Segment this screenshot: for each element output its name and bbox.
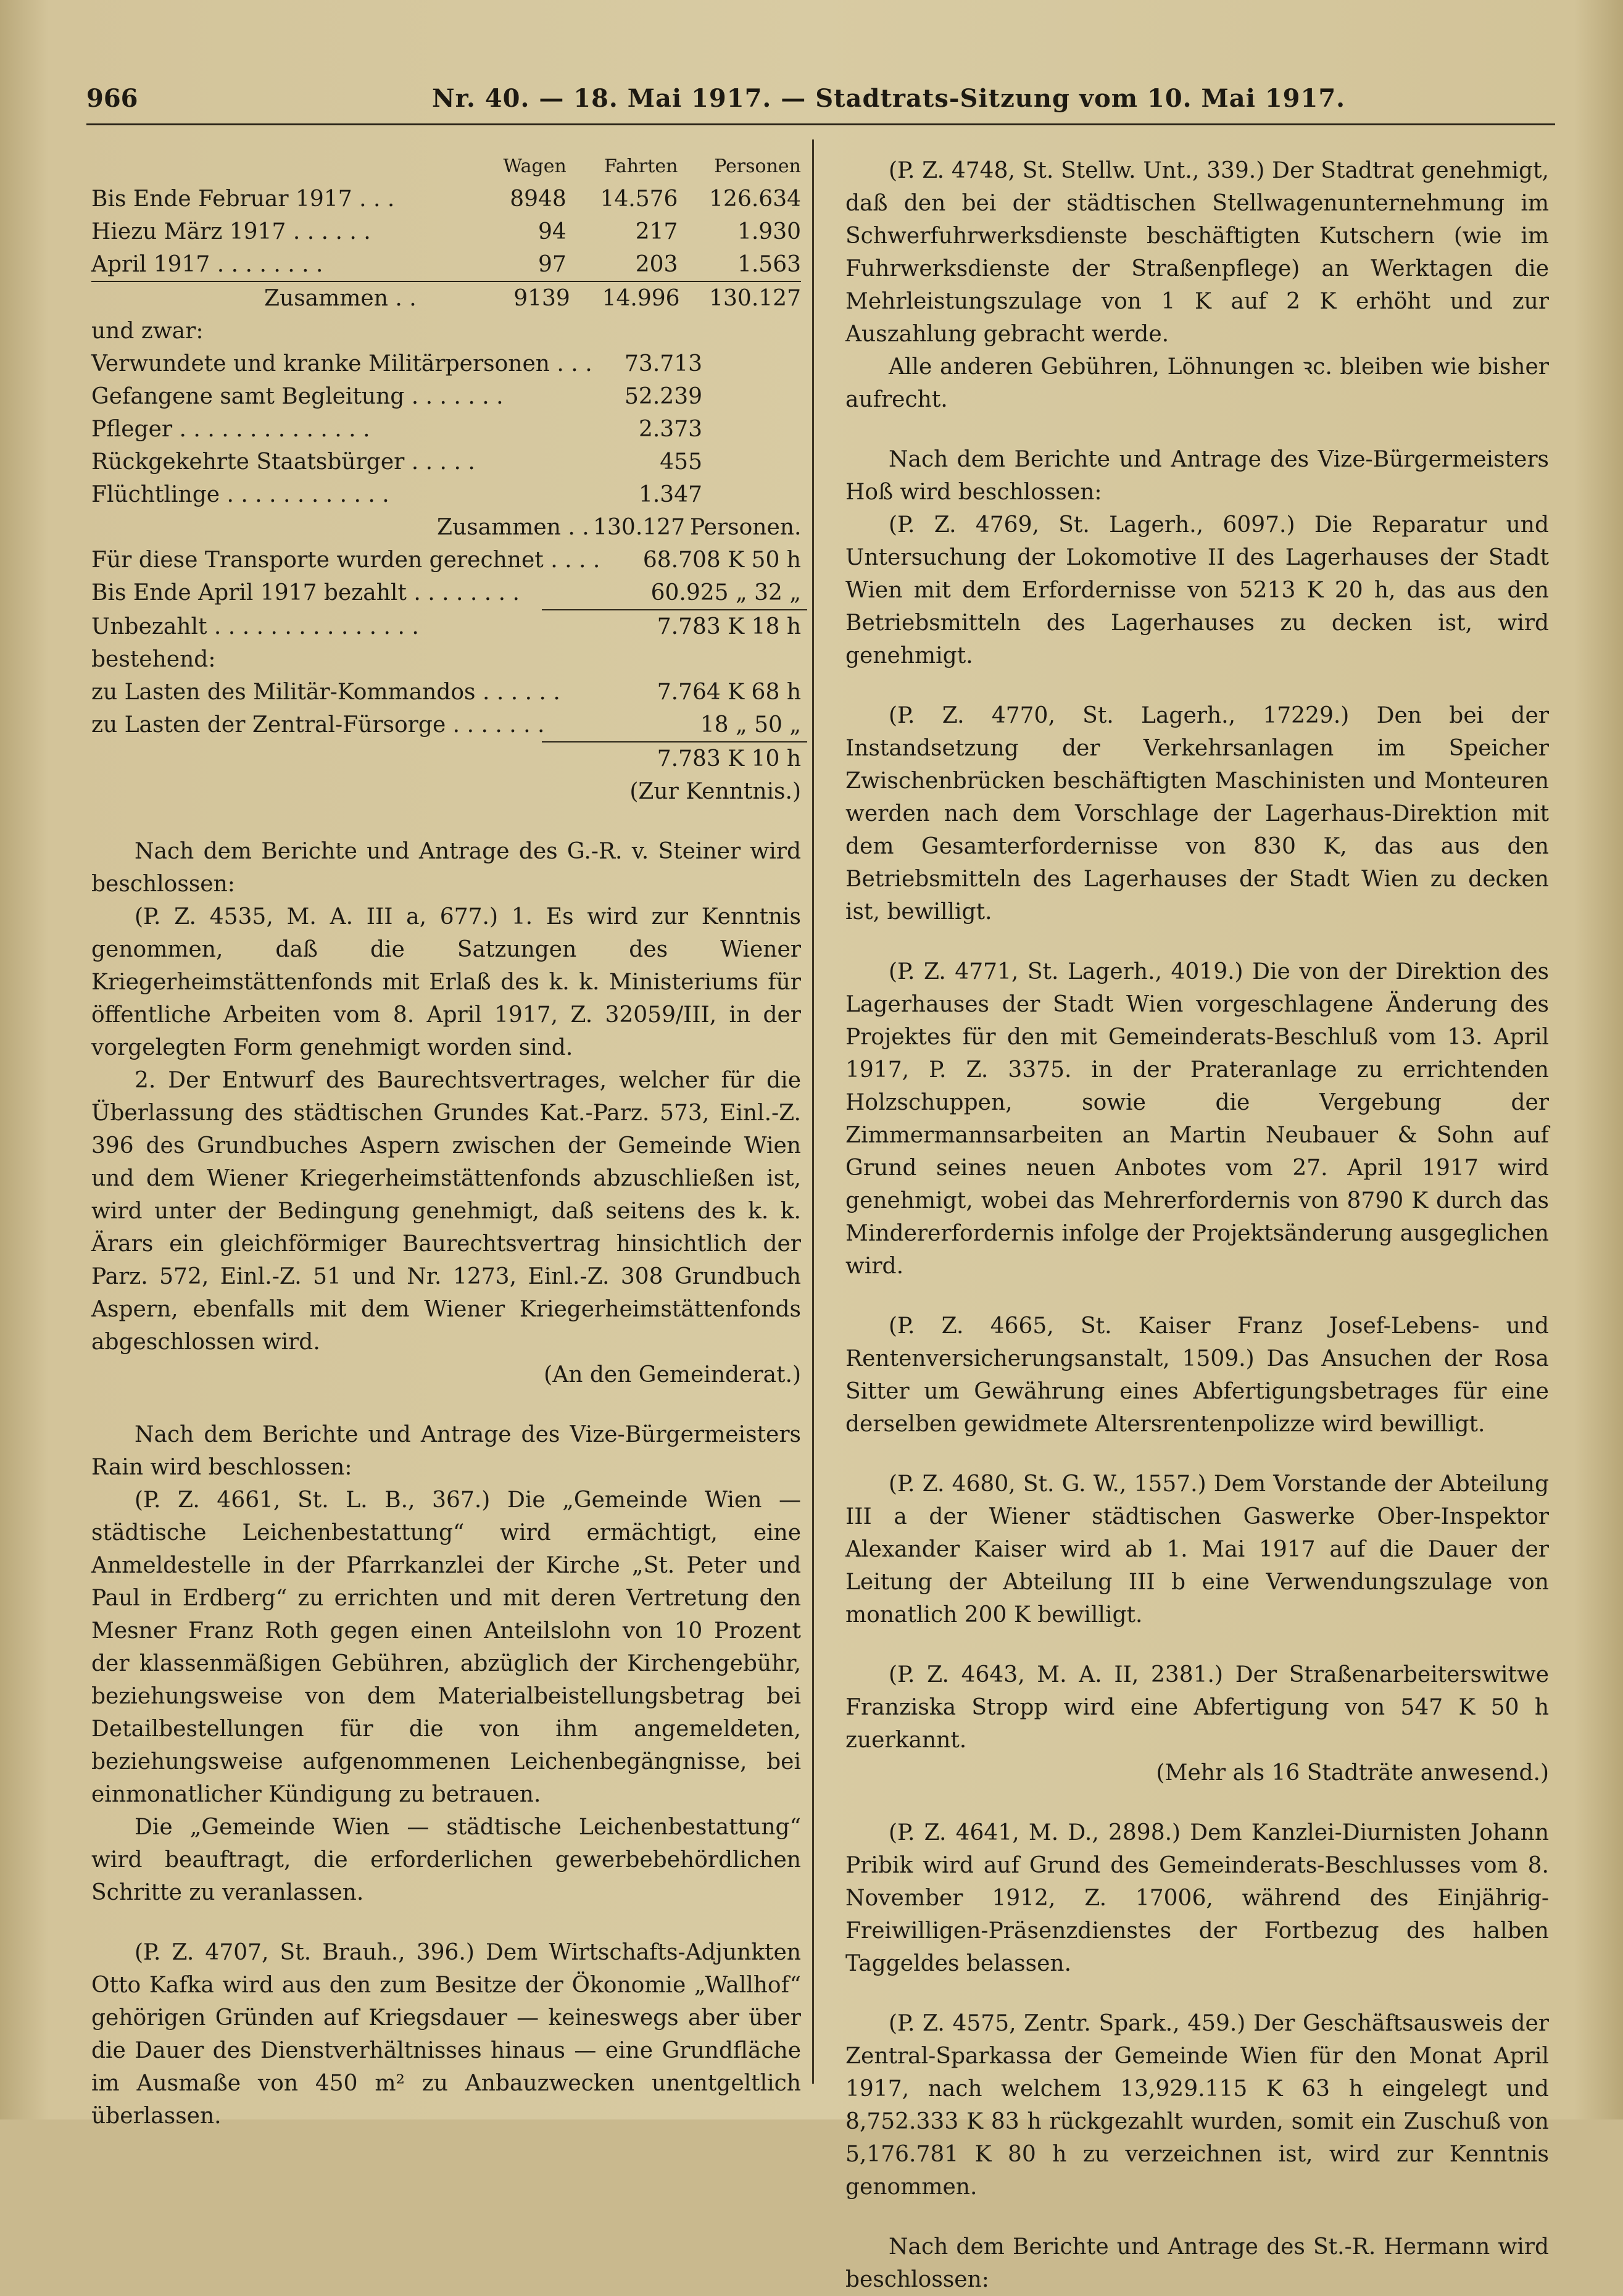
resolution-4535-2: 2. Der Entwurf des Baurechtsvertrages, welcher für die Überlassung des städtischen Grundes Kat.-Parz. 573, Einl.-Z. 396 des Grundbuches Aspern zwischen der Gemeinde Wien und dem Wiener Kriegerheimstättenfonds abzuschließen ist, wird unter der Bedingung genehmigt, daß seitens des k. k. Ärars ein gleichförmiger Baurechtsvertrag hinsichtlich der Parz. 572, Einl.-Z. 51 und Nr. 1273, Einl.-Z. 308 Grundbuch Aspern, ebenfalls mit dem Wiener Kriegerheimstättenfonds abgeschlossen wird. [91, 1068, 801, 1355]
breakdown-total-label: Zusammen . . [437, 515, 589, 540]
breakdown-total-row [91, 511, 801, 544]
resolution-4535-1: (P. Z. 4535, M. A. III a, 677.) 1. Es wird zur Kenntnis genommen, daß die Satzungen des Wiener Kriegerheimstättenfonds mit Erlaß des k. k. Ministeriums für öffentliche Arbeiten vom 8. April 1917, Z. 32059/III, in der vorgelegten Form genehmigt worden sind. [91, 904, 801, 1060]
list-item [91, 347, 801, 380]
breakdown-label: Rückgekehrte Staatsbürger . . . . . [91, 449, 475, 475]
stadtraete-note: (Mehr als 16 Stadträte anwesend.) [1156, 1760, 1549, 1786]
liabilities-total: 7.783 K 10 h [657, 746, 801, 772]
resolution-4641: (P. Z. 4641, M. D., 2898.) Dem Kanzlei-Diurnisten Johann Pribik wird auf Grund des Gemeinderats-Beschlusses vom 8. November 1912, Z. 17006, während des Einjährig-Freiwilligen-Präsenzdienstes der Fortbezug des halben Taggeldes belassen. [845, 1820, 1549, 1976]
total-personen: 130.127 [709, 286, 801, 311]
breakdown-total-unit: Personen. [690, 515, 802, 540]
kenntnis-note: (Zur Kenntnis.) [629, 779, 801, 804]
left-column [91, 154, 801, 2132]
row-wagen: 97 [538, 252, 567, 277]
total-fahrten: 14.996 [602, 286, 680, 311]
account-label: Für diese Transporte wurden gerechnet . . . . [91, 547, 600, 573]
liability-row [91, 709, 801, 741]
breakdown-label: Flüchtlinge . . . . . . . . . . . . [91, 482, 389, 507]
page-header [86, 79, 1555, 116]
row-label: Bis Ende Februar 1917 . . . [91, 186, 395, 212]
resolution-4771: (P. Z. 4771, St. Lagerh., 4019.) Die von der Direktion des Lagerhauses der Stadt Wien vorgeschlagene Änderung des Projektes für den mit Gemeinderats-Beschluß vom 13. April 1917, P. Z. 3375. in der Prateranlage zu errichtenden Holzschuppen, sowie die Vergebung der Zimmermannsarbeiten an Martin Neubauer & Sohn auf Grund seines neuen Anbotes vom 27. April 1917 wird genehmigt, wobei das Mehrerfordernis von 8790 K durch das Mindererfordernis infolge der Projektsänderung ausgeglichen wird. [845, 959, 1549, 1279]
account-label: Bis Ende April 1917 bezahlt . . . . . . . . [91, 580, 520, 605]
table-header [91, 154, 801, 179]
resolution-4665: (P. Z. 4665, St. Kaiser Franz Josef-Lebens- und Rentenversicherungsanstalt, 1509.) Das Ansuchen der Rosa Sitter um Gewährung eines Abfertigungsbetrages für eine derselben gewidmete Altersrentenpolizze wird bewilligt. [845, 1313, 1549, 1437]
row-label: Hiezu März 1917 . . . . . . [91, 219, 371, 244]
breakdown-label: Verwundete und kranke Militärpersonen . . . [91, 351, 592, 376]
steiner-intro: Nach dem Berichte und Antrage des G.-R. v. Steiner wird beschlossen: [91, 839, 801, 897]
right-column [845, 154, 1549, 2296]
hoss-intro: Nach dem Berichte und Antrage des Vize-Bürgermeisters Hoß wird beschlossen: [845, 447, 1549, 505]
resolution-4575: (P. Z. 4575, Zentr. Spark., 459.) Der Geschäftsausweis der Zentral-Sparkassa der Gemeinde Wien für den Monat April 1917, nach welchem 13,929.115 K 63 h eingelegt und 8,752.333 K 83 h rückgezahlt wurden, somit ein Zuschuß von 5,176.781 K 80 h zu verzeichnen ist, wird zur Kenntnis genommen. [845, 2011, 1549, 2200]
col-header-fahrten: Fahrten [604, 156, 678, 177]
row-label: April 1917 . . . . . . . . [91, 252, 323, 277]
breakdown-value: 73.713 [625, 351, 702, 376]
breakdown-value: 1.347 [638, 482, 702, 507]
table-total-row [91, 281, 801, 315]
breakdown-value: 52.239 [625, 384, 702, 409]
liability-label: zu Lasten des Militär-Kommandos . . . . . . [91, 680, 560, 705]
resolution-4661: (P. Z. 4661, St. L. B., 367.) Die „Gemeinde Wien — städtische Leichenbestattung“ wird ermächtigt, eine Anmeldestelle in der Pfarrkanzlei der Kirche „St. Peter und Paul in Erdberg“ zu errichten und mit deren Vertretung den Mesner Franz Roth gegen einen Anteilslohn von 10 Prozent der klassenmäßigen Gebühren, abzüglich der Kirchengebühr, beziehungsweise von dem Materialbeistellungsbetrag bei Detailbestellungen für die von ihm angemeldeten, beziehungsweise aufgenommenen Leichenbegängnisse, bei einmonatlicher Kündigung zu betrauen. [91, 1487, 801, 1807]
row-fahrten: 14.576 [600, 186, 678, 212]
resolution-4661-b: Die „Gemeinde Wien — städtische Leichenbestattung“ wird beauftragt, die erforderlichen gewerbebehördlichen Schritte zu veranlassen. [91, 1815, 801, 1905]
col-header-wagen: Wagen [503, 156, 567, 177]
account-value: 68.708 K 50 h [642, 547, 801, 573]
page-number: 966 [86, 84, 138, 113]
breakdown-value: 2.373 [638, 417, 702, 442]
table-row [91, 183, 801, 215]
account-value: 7.783 K 18 h [657, 614, 801, 639]
list-item [91, 413, 801, 446]
list-item [91, 380, 801, 413]
row-personen: 1.930 [737, 219, 802, 244]
breakdown-label: Gefangene samt Begleitung . . . . . . . [91, 384, 504, 409]
breakdown-total-value: 130.127 [593, 515, 685, 540]
resolution-4643: (P. Z. 4643, M. A. II, 2381.) Der Straßenarbeiterswitwe Franziska Stropp wird eine Abfertigung von 547 K 50 h zuerkannt. [845, 1662, 1549, 1753]
resolution-4769: (P. Z. 4769, St. Lagerh., 6097.) Die Reparatur und Untersuchung der Lokomotive II des Lagerhauses der Stadt Wien mit dem Erfordernisse von 5213 K 20 h, das aus den Betriebsmitteln des Lagerhauses zu decken ist, wird genehmigt. [845, 512, 1549, 668]
column-divider [812, 139, 814, 2084]
account-row [91, 610, 801, 643]
resolution-4748: (P. Z. 4748, St. Stellw. Unt., 339.) Der Stadtrat genehmigt, daß den bei der städtischen Stellwagenunternehmung im Schwerfuhrwerksdienste beschäftigten Kutschern (wie im Fuhrwerksdienste der Straßenpflege) an Werktagen die Mehrleistungszulage von 1 K auf 2 K erhöht und zur Auszahlung gebracht werde. [845, 158, 1549, 347]
row-fahrten: 203 [635, 252, 678, 277]
resolution-4770: (P. Z. 4770, St. Lagerh., 17229.) Den bei der Instandsetzung der Verkehrsanlagen im Speicher Zwischenbrücken beschäftigten Maschinisten und Monteuren werden nach dem Vorschlage der Lagerhaus-Direktion mit dem Gesamterfordernisse von 830 K, das aus den Betriebsmitteln des Lagerhauses der Stadt Wien zu decken ist, bewilligt. [845, 703, 1549, 925]
table-row [91, 248, 801, 281]
col-header-personen: Personen [714, 156, 801, 177]
row-personen: 126.634 [709, 186, 802, 212]
row-wagen: 8948 [510, 186, 567, 212]
liability-value: 7.764 K 68 h [657, 680, 801, 705]
breakdown-label: Pfleger . . . . . . . . . . . . . . [91, 417, 370, 442]
hermann-intro: Nach dem Berichte und Antrage des St.-R. Hermann wird beschlossen: [845, 2234, 1549, 2292]
rain-intro: Nach dem Berichte und Antrage des Vize-Bürgermeisters Rain wird beschlossen: [91, 1422, 801, 1480]
header-rule [86, 123, 1555, 125]
breakdown-value: 455 [660, 449, 702, 475]
liability-value: 18 „ 50 „ [700, 712, 801, 738]
bestehend-label: bestehend: [91, 647, 216, 672]
account-label: Unbezahlt . . . . . . . . . . . . . . . [91, 614, 419, 639]
row-fahrten: 217 [635, 219, 678, 244]
resolution-4707: (P. Z. 4707, St. Brauh., 396.) Dem Wirtschafts-Adjunkten Otto Kafka wird aus den zum Besitze der Ökonomie „Wallhof“ gehörigen Gründen auf Kriegsdauer — keineswegs aber über die Dauer des Dienstverhältnisses hinaus — eine Grundfläche im Ausmaße von 450 m² zu Anbauzwecken unentgeltlich überlassen. [91, 1940, 801, 2129]
list-item [91, 446, 801, 478]
row-wagen: 94 [538, 219, 567, 244]
account-row [91, 544, 801, 576]
list-item [91, 478, 801, 511]
total-label: Zusammen . . [264, 286, 417, 311]
row-personen: 1.563 [737, 252, 802, 277]
resolution-4680: (P. Z. 4680, St. G. W., 1557.) Dem Vorstande der Abteilung III a der Wiener städtischen Gaswerke Ober-Inspektor Alexander Kaiser wird ab 1. Mai 1917 auf die Dauer der Leitung der Abteilung III b eine Verwendungszulage von monatlich 200 K bewilligt. [845, 1471, 1549, 1628]
gemeinderat-note: (An den Gemeinderat.) [544, 1362, 801, 1387]
breakdown-intro: und zwar: [91, 318, 204, 344]
resolution-4748-b: Alle anderen Gebühren, Löhnungen ꝛc. bleiben wie bisher aufrecht. [845, 354, 1549, 412]
account-value: 60.925 „ 32 „ [650, 580, 801, 605]
table-row [91, 215, 801, 248]
total-wagen: 9139 [513, 286, 570, 311]
issue-title: Nr. 40. — 18. Mai 1917. — Stadtrats-Sitzung vom 10. Mai 1917. [432, 84, 1346, 113]
liability-label: zu Lasten der Zentral-Fürsorge . . . . . . . [91, 712, 545, 738]
account-row [91, 576, 801, 609]
liability-row [91, 676, 801, 709]
